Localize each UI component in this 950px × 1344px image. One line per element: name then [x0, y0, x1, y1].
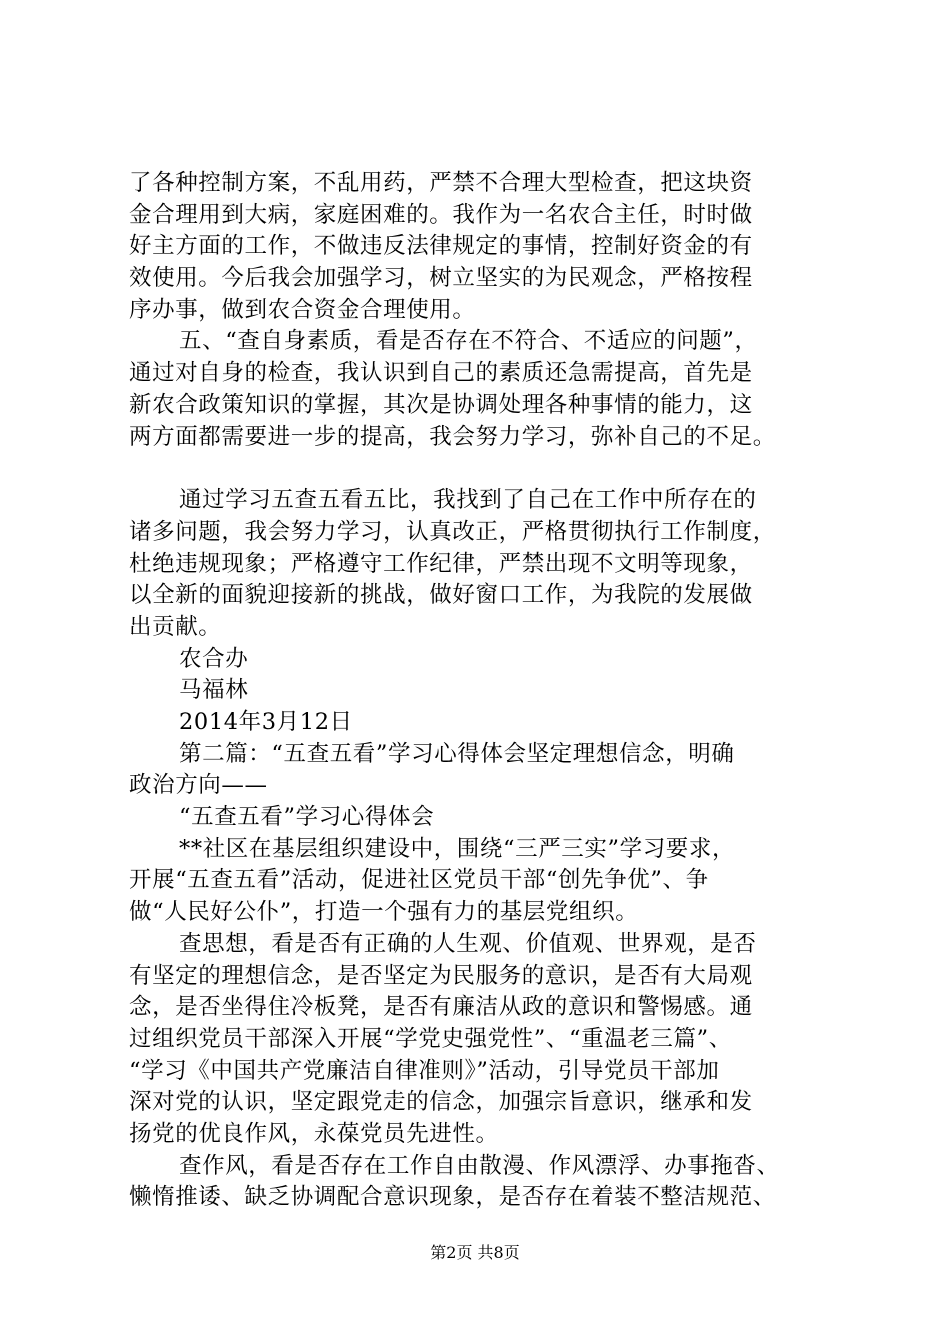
text-line: 政治方向—— — [129, 772, 268, 799]
text-line: “五查五看”学习心得体会 — [179, 804, 435, 831]
text-line: 马福林 — [179, 677, 249, 704]
text-line: 开展“五查五看”活动，促进社区党员干部“创先争优”、争 — [129, 867, 709, 894]
text-line: 效使用。今后我会加强学习，树立坚实的为民观念，严格按程 — [129, 265, 753, 292]
text-line: 诸多问题，我会努力学习，认真改正，严格贯彻执行工作制度， — [129, 518, 776, 545]
text-line: 农合办 — [179, 645, 249, 672]
text-line: 查作风，看是否存在工作自由散漫、作风漂浮、办事拖沓、 — [179, 1152, 780, 1179]
text-line: 懒惰推诿、缺乏协调配合意识现象，是否存在着装不整洁规范、 — [129, 1184, 776, 1211]
text-line: 以全新的面貌迎接新的挑战，做好窗口工作，为我院的发展做 — [129, 582, 753, 609]
text-line: 通过学习五查五看五比，我找到了自己在工作中所存在的 — [179, 487, 757, 514]
text-line: **社区在基层组织建设中，围绕“三严三实”学习要求， — [179, 835, 736, 862]
text-line: 深对党的认识，坚定跟党走的信念，加强宗旨意识，继承和发 — [129, 1089, 753, 1116]
text-line: 有坚定的理想信念，是否坚定为民服务的意识，是否有大局观 — [129, 962, 753, 989]
text-line: 两方面都需要进一步的提高，我会努力学习，弥补自己的不足。 — [129, 423, 776, 450]
text-line: 金合理用到大病，家庭困难的。我作为一名农合主任，时时做 — [129, 201, 753, 228]
text-line: 查思想，看是否有正确的人生观、价值观、世界观，是否 — [179, 930, 757, 957]
text-line: 五、“查自身素质，看是否存在不符合、不适应的问题”， — [179, 328, 758, 355]
text-line: 杜绝违规现象；严格遵守工作纪律，严禁出现不文明等现象， — [129, 550, 753, 577]
text-line: 2014年3月12日 — [179, 709, 353, 735]
text-line: 第二篇：“五查五看”学习心得体会坚定理想信念，明确 — [179, 740, 735, 767]
text-line: 好主方面的工作，不做违反法律规定的事情，控制好资金的有 — [129, 233, 753, 260]
text-line: 了各种控制方案，不乱用药，严禁不合理大型检查，把这块资 — [129, 170, 753, 196]
text-line: 序办事，做到农合资金合理使用。 — [129, 296, 476, 323]
text-line: 念，是否坐得住冷板凳，是否有廉洁从政的意识和警惕感。通 — [129, 994, 753, 1021]
text-line: 新农合政策知识的掌握，其次是协调处理各种事情的能力，这 — [129, 391, 753, 418]
text-line: 做“人民好公仆”，打造一个强有力的基层党组织。 — [129, 899, 639, 926]
text-line: 扬党的优良作风，永葆党员先进性。 — [129, 1120, 499, 1147]
text-line: “学习《中国共产党廉洁自律准则》”活动，引导党员干部加 — [129, 1057, 720, 1084]
text-line: 过组织党员干部深入开展“学党史强党性”、“重温老三篇”、 — [129, 1025, 732, 1052]
page-footer: 第2页 共8页 — [430, 1243, 520, 1262]
text-line: 出贡献。 — [129, 613, 222, 640]
document-body — [129, 168, 829, 1214]
paragraph-gap — [129, 453, 829, 485]
text-line: 通过对自身的检查，我认识到自己的素质还急需提高，首先是 — [129, 360, 753, 387]
